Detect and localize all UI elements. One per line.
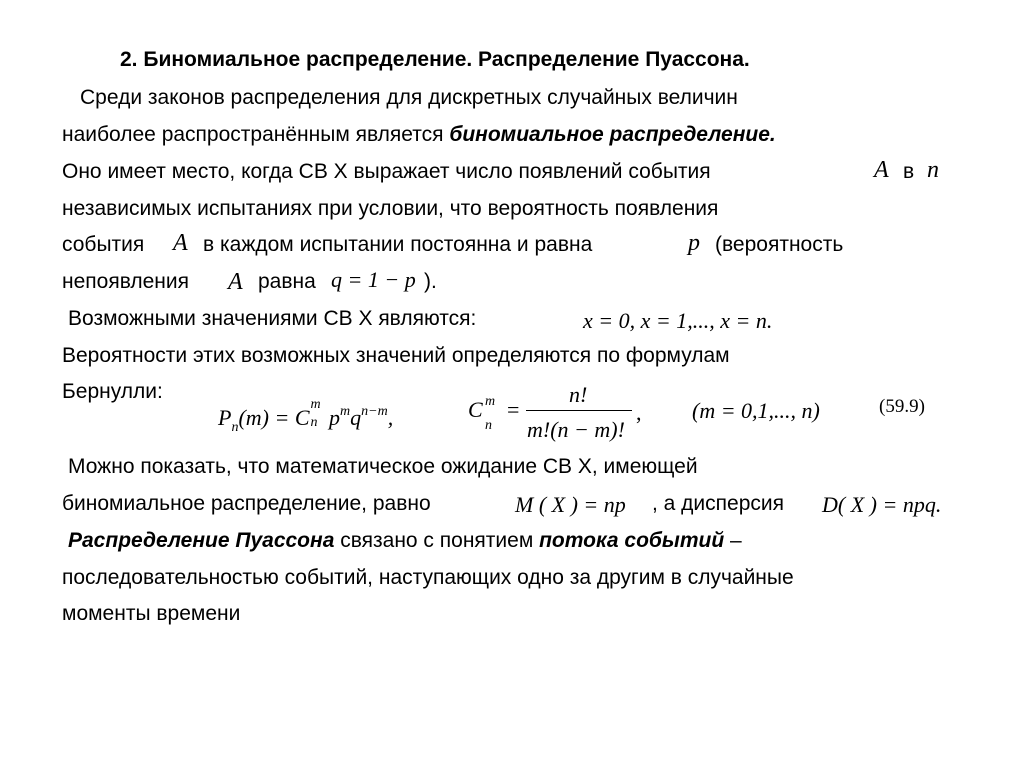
bern-P: P <box>218 405 232 430</box>
math-p-1: p <box>688 230 700 256</box>
text-line-11-start: биномиальное распределение, равно <box>62 492 431 515</box>
text-line-3-in: в <box>903 160 915 183</box>
text-line-1: Среди законов распределения для дискретных случайных величин <box>80 86 738 109</box>
text-line-2 <box>62 123 776 147</box>
text-line-9: Бернулли: <box>62 380 163 403</box>
comb-denominator: m!(n − m)! <box>527 417 625 442</box>
bern-comma: , <box>387 405 394 430</box>
text-line-5-end: (вероятность <box>715 233 844 256</box>
text-line-12 <box>68 529 742 553</box>
text-line-14: моменты времени <box>62 602 241 625</box>
comb-C-sup: m <box>485 394 496 409</box>
bern-q: q <box>350 405 362 430</box>
text-line-6-mid: равна <box>258 270 316 293</box>
bern-p-sup: m <box>340 404 351 419</box>
text-line-2-plain: наиболее распространённым является <box>62 123 450 146</box>
text-line-6-end: ). <box>424 270 437 293</box>
text-line-11-mid: , а дисперсия <box>652 492 784 515</box>
text-line-13: последовательностью событий, наступающих одно за другим в случайные <box>62 566 794 589</box>
text-line-12-dash: – <box>724 529 742 552</box>
bern-C-sub: n <box>310 415 318 430</box>
bern-C-indices <box>310 397 324 430</box>
comb-C: C <box>468 397 483 422</box>
math-event-A-2: A <box>173 230 188 256</box>
math-m-range: (m = 0,1,..., n) <box>692 398 820 423</box>
math-event-A-1: A <box>874 157 889 183</box>
math-expectation: M ( X ) = np <box>515 492 626 517</box>
slide-title: 2. Биномиальное распределение. Распределение Пуассона. <box>120 48 750 71</box>
text-line-5-mid: в каждом испытании постоянна и равна <box>203 233 593 256</box>
math-possible-values: x = 0, x = 1,..., x = n. <box>583 308 773 333</box>
math-variance: D( X ) = npq. <box>822 492 942 517</box>
bern-q-sup: n−m <box>361 404 388 419</box>
comb-fraction-bar <box>526 410 632 411</box>
bern-P-sub: n <box>231 420 239 435</box>
math-n-1: n <box>927 157 939 183</box>
text-line-6-start: непоявления <box>62 270 190 293</box>
term-poisson: Распределение Пуассона <box>68 529 335 552</box>
text-line-3: Оно имеет место, когда СВ Х выражает число появлений события <box>62 160 711 183</box>
text-line-10: Можно показать, что математическое ожидание СВ Х, имеющей <box>68 455 698 478</box>
bern-p: p <box>323 405 341 430</box>
formula-bernoulli <box>218 397 394 435</box>
comb-numerator: n! <box>569 382 588 407</box>
text-line-5-start: события <box>62 233 145 256</box>
text-line-12-plain: связано с понятием <box>334 529 540 552</box>
term-binomial: биномиальное распределение. <box>449 123 776 146</box>
comb-comma: , <box>636 400 642 425</box>
bern-C-sup: m <box>310 397 321 412</box>
text-line-4: независимых испытаниях при условии, что вероятность появления <box>62 197 719 220</box>
text-line-8: Вероятности этих возможных значений определяются по формулам <box>62 344 730 367</box>
math-q-equals: q = 1 − p <box>331 267 416 292</box>
bern-m-paren: (m) = C <box>238 405 310 430</box>
comb-C-sub: n <box>485 418 492 433</box>
math-event-A-3: A <box>228 269 243 295</box>
text-line-7: Возможными значениями СВ Х являются: <box>68 307 477 330</box>
equation-number: (59.9) <box>879 396 925 417</box>
comb-equals: = <box>507 397 520 422</box>
term-event-stream: потока событий <box>539 529 725 552</box>
